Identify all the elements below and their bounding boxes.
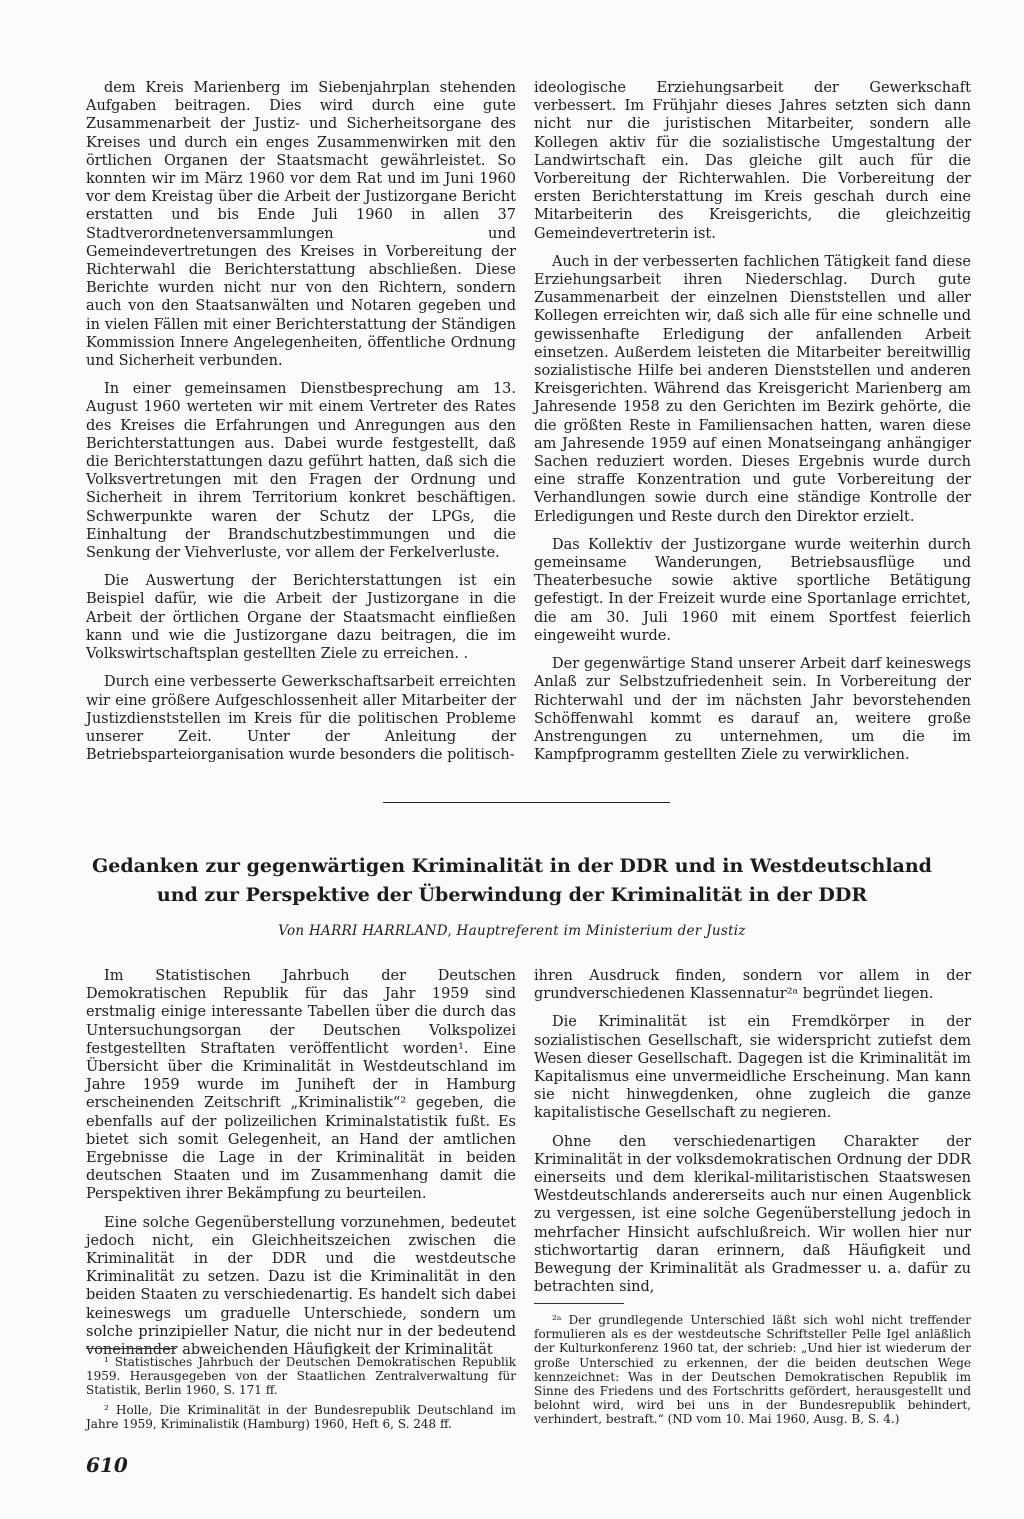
footnote: ¹ Statistisches Jahrbuch der Deutschen Demokratischen Republik 1959. Herausgegeben von der Staatlichen Zentralverwaltung für Statistik, Berlin 1960, S. 171 ff. (86, 1355, 516, 1398)
page-number: 610 (86, 1453, 128, 1477)
article-title-line: Gedanken zur gegenwärtigen Kriminalität in der DDR und in Westdeutschland (92, 855, 932, 877)
main-article-left-column (86, 967, 516, 1369)
footnote-divider (534, 1303, 624, 1304)
top-article-left-column (86, 79, 516, 774)
footnote-divider (86, 1348, 176, 1349)
section-divider (383, 802, 670, 803)
paragraph: Der gegenwärtige Stand unserer Arbeit darf keineswegs Anlaß zur Selbstzufriedenheit sein. In Vorbereitung der Richterwahl und der im nächsten Jahr bevorstehenden Schöffenwahl kommt es darauf an, weitere große Anstrengungen zu unternehmen, um die im Kampfprogramm gestellten Ziele zu verwirklichen. (534, 656, 971, 764)
paragraph: In einer gemeinsamen Dienstbesprechung am 13. August 1960 werteten wir mit einem Vertreter des Rates des Kreises die Erfahrungen und Anregungen aus den Berichterstattungen aus. Dabei wurde festgestellt, daß die Berichterstattungen dazu geführt hatten, daß sich die Volksvertretungen mit den Fragen der Ordnung und Sicherheit in ihrem Territorium konkret beschäftigen. Schwerpunkte waren der Schutz der LPGs, die Einhaltung der Brandschutzbestimmungen und die Senkung der Viehverluste, vor allem der Ferkelverluste. (86, 381, 516, 562)
article-title-line: und zur Perspektive der Überwindung der Kriminalität in der DDR (156, 884, 868, 906)
paragraph: Die Auswertung der Berichterstattungen ist ein Beispiel dafür, wie die Arbeit der Justizorgane in die Arbeit der örtlichen Organe der Staatsmacht einfließen kann und wie die Justizorgane dazu beitragen, die im Volkswirtschaftsplan gestellten Ziele zu erreichen. . (86, 573, 516, 663)
paragraph: Die Kriminalität ist ein Fremdkörper in der sozialistischen Gesellschaft, sie widerspricht zutiefst dem Wesen dieser Gesellschaft. Dagegen ist die Kriminalität im Kapitalismus eine unvermeidliche Erscheinung. Man kann sie nicht hinwegdenken, ohne zugleich die ganze kapitalistische Gesellschaft zu negieren. (534, 1014, 971, 1122)
paragraph: Das Kollektiv der Justizorgane wurde weiterhin durch gemeinsame Wanderungen, Betriebsausflüge und Theaterbesuche sowie aktive sportliche Betätigung gefestigt. In der Freizeit wurde eine Sportanlage errichtet, die am 30. Juli 1960 mit einem Sportfest feierlich eingeweiht wurde. (534, 536, 971, 644)
top-article-right-column (534, 79, 971, 774)
footnotes-left (86, 1355, 516, 1436)
paragraph: Im Statistischen Jahrbuch der Deutschen Demokratischen Republik für das Jahr 1959 sind erstmalig einige interessante Tabellen über die durch das Untersuchungsorgan der Deutschen Volkspolizei festgestellten Straftaten veröffentlicht worden¹. Eine Übersicht über die Kriminalität in Westdeutschland im Jahre 1959 wurde im Juniheft der in Hamburg erscheinenden Zeitschrift „Kriminalistik“² gegeben, die ebenfalls auf der polizeilichen Kriminalstatistik fußt. Es bietet sich somit Gelegenheit, an Hand der amtlichen Ergebnisse die Lage in der Kriminalität in beiden deutschen Staaten und im Zusammenhang damit die Perspektiven ihrer Bekämpfung zu beurteilen. (86, 968, 516, 1203)
paragraph: Durch eine verbesserte Gewerkschaftsarbeit erreichten wir eine größere Aufgeschlossenheit aller Mitarbeiter der Justizdienststellen im Kreis für die politischen Probleme unserer Zeit. Unter der Anleitung der Betriebsparteiorganisation wurde besonders die politisch- (86, 674, 516, 764)
footnotes-right (534, 1313, 971, 1432)
article-title (60, 852, 964, 910)
footnote: ²ᵃ Der grundlegende Unterschied läßt sich wohl nicht treffender formulieren als es der westdeutsche Schriftsteller Pelle Igel anläßlich der Kulturkonferenz 1960 tat, der schrieb: „Und hier ist wiederum der große Unterschied zu erkennen, der die beiden deutschen Wege kennzeichnet: Was in der Deutschen Demokratischen Republik im Sinne des Friedens und des Fortschritts gefördert, herausgestellt und belohnt wird, wird bei uns in der Bundesrepublik behindert, verhindert, bestraft.“ (ND vom 10. Mai 1960, Ausg. B, S. 4.) (534, 1313, 971, 1427)
paragraph: ideologische Erziehungsarbeit der Gewerkschaft verbessert. Im Frühjahr dieses Jahres setzten sich dann nicht nur die juristischen Mitarbeiter, sondern alle Kollegen aktiv für die sozialistische Umgestaltung der Landwirtschaft ein. Das gleiche gilt auch für die Vorbereitung der Richterwahlen. Die Vorbereitung der ersten Berichterstattung im Kreis geschah durch eine Mitarbeiterin des Kreisgerichts, die gleichzeitig Gemeindevertreterin ist. (534, 80, 971, 242)
article-byline: Von HARRI HARRLAND, Hauptreferent im Ministerium der Justiz (278, 923, 746, 939)
paragraph: Ohne den verschiedenartigen Charakter der Kriminalität in der volksdemokratischen Ordnung der DDR einerseits und dem klerikal-militaristischen Staatswesen Westdeutschlands andererseits auch nur einen Augenblick zu vergessen, ist eine solche Gegenüberstellung jedoch in mehrfacher Hinsicht aufschlußreich. Wir wollen hier nur stichwortartig daran erinnern, daß Häufigkeit und Bewegung der Kriminalität als Gradmesser u. a. dafür zu betrachten sind, (534, 1133, 971, 1296)
main-article-right-column (534, 967, 971, 1306)
paragraph: ihren Ausdruck finden, sondern vor allem in der grundverschiedenen Klassennatur²ᵃ begründet liegen. (534, 968, 971, 1003)
paragraph: Eine solche Gegenüberstellung vorzunehmen, bedeutet jedoch nicht, ein Gleichheitszeichen zwischen die Kriminalität in der DDR und die westdeutsche Kriminalität zu setzen. Dazu ist die Kriminalität in den beiden Staaten zu verschiedenartig. Es handelt sich dabei keineswegs um graduelle Unterschiede, sondern um solche prinzipieller Natur, die nicht nur in der bedeutend voneinander abweichenden Häufigkeit der Kriminalität (86, 1214, 516, 1359)
footnote: ² Holle, Die Kriminalität in der Bundesrepublik Deutschland im Jahre 1959, Kriminalistik (Hamburg) 1960, Heft 6, S. 248 ff. (86, 1402, 516, 1431)
paragraph: Auch in der verbesserten fachlichen Tätigkeit fand diese Erziehungsarbeit ihren Niederschlag. Durch gute Zusammenarbeit der einzelnen Dienststellen und aller Kollegen erreichten wir, daß sich alle für eine schnelle und gewissenhafte Erledigung der anfallenden Arbeit einsetzen. Außerdem leisteten die Mitarbeiter bereitwillig sozialistische Hilfe bei anderen Dienststellen und anderen Kreisgerichten. Während das Kreisgericht Marienberg am Jahresende 1958 zu den Gerichten im Bezirk gehörte, die die größten Reste in Familiensachen hatten, waren diese am Jahresende 1959 auf einen Monatseingang anhängiger Sachen reduziert worden. Dieses Ergebnis wurde durch eine straffe Konzentration und gute Vorbereitung der Verhandlungen sowie durch eine ständige Kontrolle der Erledigungen und Reste durch den Direktor erzielt. (534, 253, 971, 525)
paragraph: dem Kreis Marienberg im Siebenjahrplan stehenden Aufgaben beitragen. Dies wird durch eine gute Zusammenarbeit der Justiz- und Sicherheitsorgane des Kreises und durch ein enges Zusammenwirken mit den örtlichen Organen der Staatsmacht gewährleistet. So konnten wir im März 1960 vor dem Rat und im Juni 1960 vor dem Kreistag über die Arbeit der Justizorgane Bericht erstatten und bis Ende Juli 1960 in allen 37 Stadtverordnetenversammlungen und Gemeindevertretungen des Kreises in Vorbereitung der Richterwahl die Berichterstattung abschließen. Diese Berichte wurden nicht nur von den Richtern, sondern auch von den Staatsanwälten und Notaren gegeben und in vielen Fällen mit einer Berichterstattung der Ständigen Kommission Innere Angelegenheiten, öffentliche Ordnung und Sicherheit verbunden. (86, 80, 516, 370)
